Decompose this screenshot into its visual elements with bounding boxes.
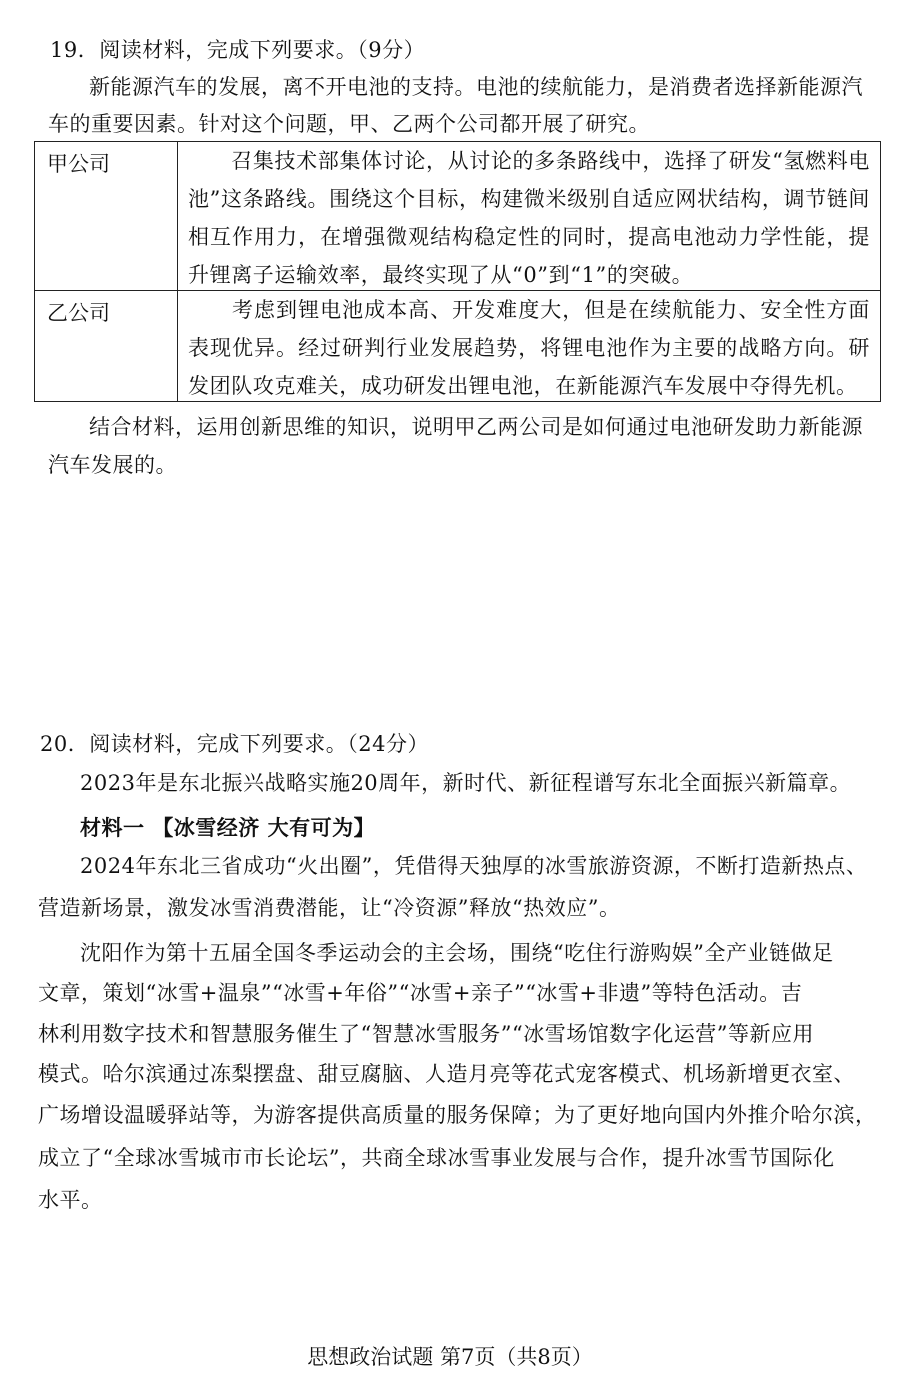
material1-p2-line-3: 林利用数字技术和智慧服务催生了“智慧冰雪服务”“冰雪场馆数字化运营”等新应用 bbox=[38, 1022, 814, 1046]
q19-title: 19．阅读材料，完成下列要求。（9分） bbox=[50, 38, 426, 62]
table-row bbox=[35, 142, 881, 291]
company-name: 乙公司 bbox=[35, 291, 178, 402]
material1-p2-line-1: 沈阳作为第十五届全国冬季运动会的主会场，围绕“吃住行游购娱”全产业链做足 bbox=[80, 941, 834, 965]
material1-p2-line-7: 水平。 bbox=[38, 1188, 103, 1212]
table-row bbox=[35, 291, 881, 402]
material1-p2-line-6: 成立了“全球冰雪城市市长论坛”，共商全球冰雪事业发展与合作，提升冰雪节国际化 bbox=[38, 1146, 835, 1170]
q19-question-line-1: 结合材料，运用创新思维的知识，说明甲乙两公司是如何通过电池研发助力新能源 bbox=[89, 415, 863, 439]
company-name: 甲公司 bbox=[35, 142, 178, 291]
company-description: 考虑到锂电池成本高、开发难度大，但是在续航能力、安全性方面表现优异。经过研判行业发展趋势，将锂电池作为主要的战略方向。研发团队攻克难关，成功研发出锂电池，在新能源汽车发展中夺得先机。 bbox=[188, 298, 870, 398]
q19-material-table bbox=[34, 141, 881, 402]
material1-p1-line-1: 2024年东北三省成功“火出圈”，凭借得天独厚的冰雪旅游资源，不断打造新热点、 bbox=[80, 854, 868, 878]
q20-title: 20．阅读材料，完成下列要求。（24分） bbox=[40, 732, 429, 756]
material1-heading: 材料一 【冰雪经济 大有可为】 bbox=[80, 815, 376, 840]
material1-p2-line-5: 广场增设温暖驿站等，为游客提供高质量的服务保障；为了更好地向国内外推介哈尔滨， bbox=[38, 1103, 877, 1127]
q19-intro-line-2: 车的重要因素。针对这个问题，甲、乙两个公司都开展了研究。 bbox=[48, 112, 650, 136]
material1-p1-line-2: 营造新场景，激发冰雪消费潜能，让“冷资源”释放“热效应”。 bbox=[38, 896, 621, 920]
material1-p2-line-2: 文章，策划“冰雪+温泉”“冰雪+年俗”“冰雪+亲子”“冰雪+非遗”等特色活动。吉 bbox=[38, 981, 803, 1005]
q19-question-line-2: 汽车发展的。 bbox=[48, 453, 177, 477]
q20-intro: 2023年是东北振兴战略实施20周年，新时代、新征程谱写东北全面振兴新篇章。 bbox=[80, 771, 852, 795]
material1-p2-line-4: 模式。哈尔滨通过冻梨摆盘、甜豆腐脑、人造月亮等花式宠客模式、机场新增更衣室、 bbox=[38, 1062, 855, 1086]
company-description: 召集技术部集体讨论，从讨论的多条路线中，选择了研发“氢燃料电池”这条路线。围绕这个目标，构建微米级别自适应网状结构，调节链间相互作用力，在增强微观结构稳定性的同时，提高电池动力学性能，提升锂离子运输效率，最终实现了从“0”到“1”的突破。 bbox=[188, 149, 870, 287]
page-footer: 思想政治试题 第7页（共8页） bbox=[307, 1345, 593, 1369]
q19-intro-line-1: 新能源汽车的发展，离不开电池的支持。电池的续航能力，是消费者选择新能源汽 bbox=[89, 75, 863, 99]
